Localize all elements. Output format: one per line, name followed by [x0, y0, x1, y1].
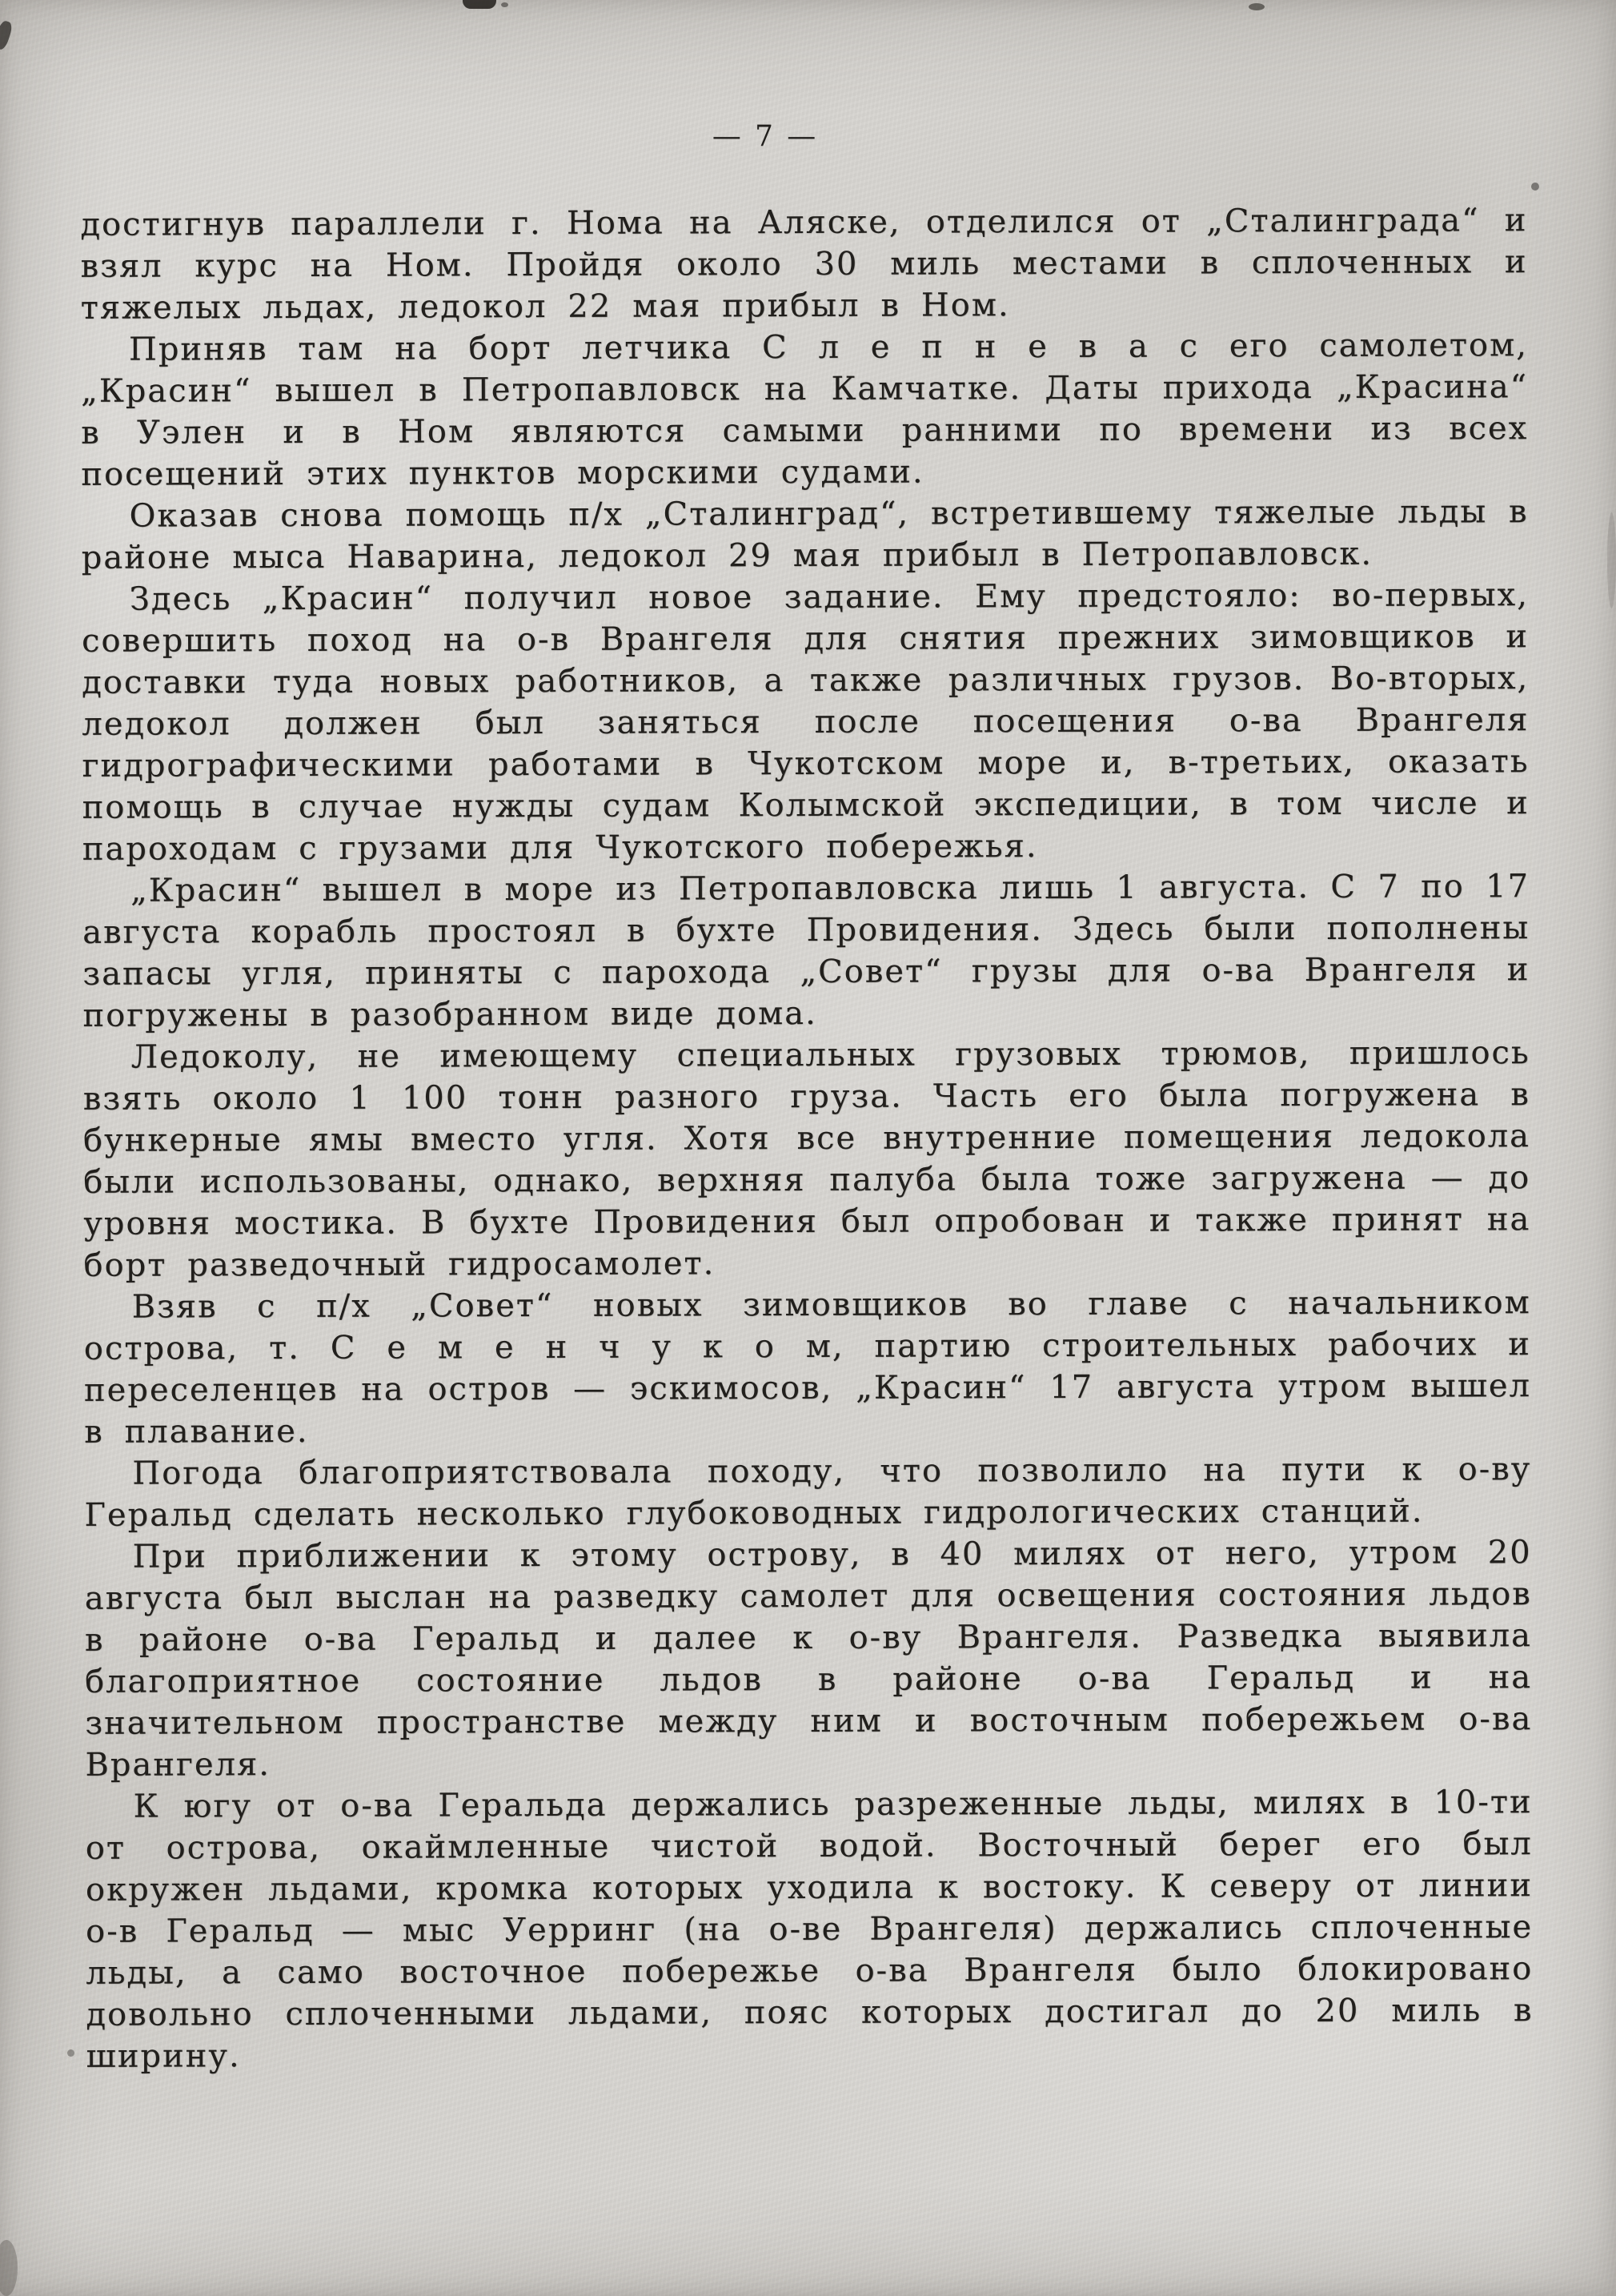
paragraph-9: При приближении к этому острову, в 40 милях от него, утром 20 августа был выслан на разведку самолет для освещения состояния льдов в районе о-ва Геральд и далее к о-ву Врангеля. Разведка выявила благоприятное состояние льдов в районе о-ва Геральд и на значительном пространстве между ним и восточным побережьем о-ва Врангеля. [84, 1534, 1533, 1784]
paragraph-4: Здесь „Красин“ получил новое задание. Ему предстояло: во-первых, совершить поход на о-в Врангеля для снятия прежних зимовщиков и доставки туда новых работников, а также различных грузов. Во-вторых, ледокол должен был заняться после посещения о-ва Врангеля гидрографическими работами в Чукотском море и, в-третьих, оказать помощь в случае нужды судам Колымской экспедиции, в том числе и пароходам с грузами для Чукотского побережья. [81, 576, 1530, 868]
paragraph-8: Погода благоприятствовала походу, что позволило на пути к о-ву Геральд сделать несколько глубоководных гидрологических станций. [84, 1451, 1532, 1534]
paragraph-2: Приняв там на борт летчика С л е п н е в а с его самолетом, „Красин“ вышел в Петропавловск на Камчатке. Даты прихода „Красина“ в Уэлен и в Ном являются самыми ранними по времени из всех посещений этих пунктов морскими судами. [80, 327, 1529, 493]
paragraph-7: Взяв с п/х „Совет“ новых зимовщиков во главе с начальником острова, т. С е м е н ч у к о м, партию строительных рабочих и переселенцев на остров — эскимосов, „Красин“ 17 августа утром вышел в плавание. [83, 1284, 1532, 1451]
scan-speck [463, 0, 496, 9]
page-number: — 7 — [712, 120, 819, 153]
scan-speck [1531, 183, 1539, 191]
scan-speck [0, 19, 14, 50]
scan-speck [501, 2, 508, 7]
scan-speck [67, 2049, 74, 2057]
paragraph-1: достигнув параллели г. Нома на Аляске, отделился от „Сталинграда“ и взял курс на Ном. Пройдя около 30 миль местами в сплоченных и тяжелых льдах, ледокол 22 мая прибыл в Ном. [80, 202, 1528, 327]
scan-speck [0, 2240, 18, 2296]
paragraph-6: Ледоколу, не имеющему специальных грузовых трюмов, пришлось взять около 1 100 тонн разного груза. Часть его была погружена в бункерные ямы вместо угля. Хотя все внутренние помещения ледокола были использованы, однако, верхняя палуба была тоже загружена — до уровня мостика. В бухте Провидения был опробован и также принят на борт разведочный гидросамолет. [82, 1034, 1531, 1284]
scan-speck [1607, 512, 1616, 608]
paragraph-5: „Красин“ вышел в море из Петропавловска лишь 1 августа. С 7 по 17 августа корабль простоял в бухте Провидения. Здесь были пополнены запасы угля, приняты с парохода „Совет“ грузы для о-ва Врангеля и погружены в разобранном виде дома. [82, 868, 1530, 1034]
text-block [80, 199, 1533, 2077]
paragraph-10: К югу от о-ва Геральда держались разреженные льды, милях в 10-ти от острова, окаймленные чистой водой. Восточный берег его был окружен льдами, кромка которых уходила к востоку. К северу от линии о-в Геральд — мыс Уерринг (на о-ве Врангеля) держались сплоченные льды, а само восточное побережье о-ва Врангеля было блокировано довольно сплоченными льдами, пояс которых достигал до 20 миль в ширину. [85, 1784, 1534, 2075]
scan-speck [1249, 3, 1265, 10]
paragraph-3: Оказав снова помощь п/х „Сталинград“, встретившему тяжелые льды в районе мыса Наварина, ледокол 29 мая прибыл в Петропавловск. [81, 493, 1529, 576]
